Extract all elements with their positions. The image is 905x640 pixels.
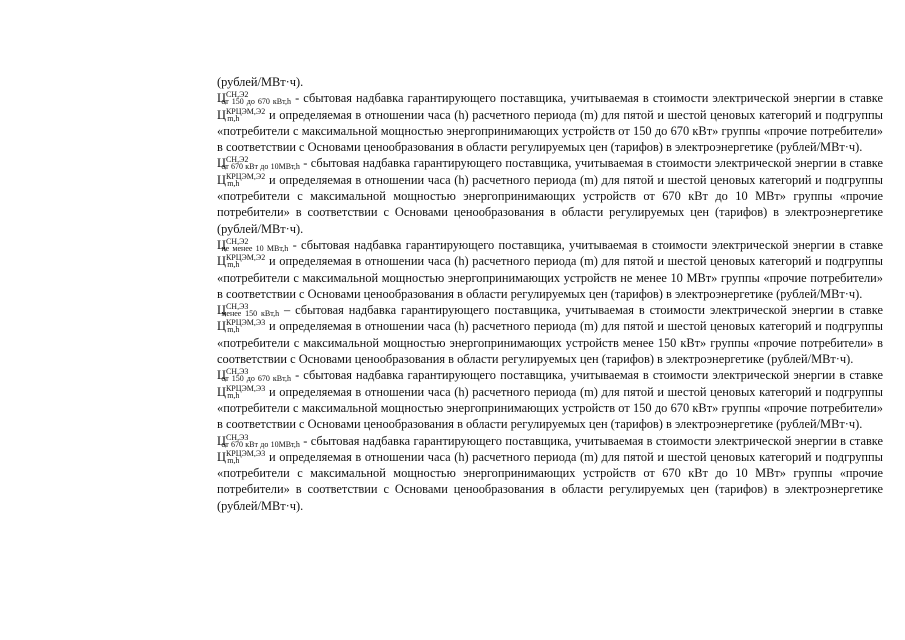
definition-text-a: - сбытовая надбавка гарантирующего поставщика, учитываемая в стоимости электрической энергии в ставке [299, 433, 883, 448]
definition-text-a: - сбытовая надбавка гарантирующего поставщика, учитываемая в стоимости электрической энергии в ставке [299, 156, 883, 171]
definition-paragraph [217, 433, 883, 514]
definition-text-b: и определяемая в отношении часа (h) расчетного периода (m) для пятой и шестой ценовых категорий и подгруппы «потребители с максимальной мощностью энергопринимающих устройств от 670 кВт до 10 МВт» группы «прочие потребители» в соответствии с Основами ценообразования в области регулируемых цен (тарифов) в электроэнергетике (рублей/МВт·ч). [217, 449, 883, 513]
definition-text-b: и определяемая в отношении часа (h) расчетного периода (m) для пятой и шестой ценовых категорий и подгруппы «потребители с максимальной мощностью энергопринимающих устройств от 670 кВт до 10 МВт» группы «прочие потребители» в соответствии с Основами ценообразования в области регулируемых цен (тарифов) в электроэнергетике (рублей/МВт·ч). [217, 172, 883, 236]
rate-symbol: $Ц^{КРЦЭМ,Э3}m,h$ [217, 318, 266, 335]
definition-text-b: и определяемая в отношении часа (h) расчетного периода (m) для пятой и шестой ценовых категорий и подгруппы «потребители с максимальной мощностью энергопринимающих устройств от 150 до 670 кВт» группы «прочие потребители» в соответствии с Основами ценообразования в области регулируемых цен (тарифов) в электроэнергетике (рублей/МВт·ч). [217, 107, 883, 155]
term-symbol: $Ц^{СН,Э3}менее$ 150 кВт,h [217, 302, 280, 319]
rate-symbol: $Ц^{КРЦЭМ,Э2}m,h$ [217, 171, 266, 188]
definition-paragraph [217, 155, 883, 236]
definition-text-b: и определяемая в отношении часа (h) расчетного периода (m) для пятой и шестой ценовых категорий и подгруппы «потребители с максимальной мощностью энергопринимающих устройств менее 150 кВт» группы «прочие потребители» в соответствии с Основами ценообразования в области регулируемых цен (тарифов) в электроэнергетике (рублей/МВт·ч). [217, 319, 883, 367]
rate-symbol: $Ц^{КРЦЭМ,Э3}m,h$ [217, 383, 266, 400]
term-symbol: $Ц^{СН,Э3}от$ 150 до 670 кВт,h [217, 367, 291, 384]
term-symbol: $Ц^{СН,Э2}не$ менее 10 МВт,h [217, 236, 289, 253]
rate-symbol: $Ц^{КРЦЭМ,Э3}m,h$ [217, 448, 266, 465]
definition-paragraph [217, 237, 883, 302]
term-symbol: $Ц^{СН,Э2}от$ 670 кВт до 10МВт,h [217, 155, 300, 172]
definition-text-b: и определяемая в отношении часа (h) расчетного периода (m) для пятой и шестой ценовых категорий и подгруппы «потребители с максимальной мощностью энергопринимающих устройств не менее 10 МВт» группы «прочие потребители» в соответствии с Основами ценообразования в области регулируемых цен (тарифов) в электроэнергетике (рублей/МВт·ч). [217, 254, 883, 301]
definition-paragraph [217, 90, 883, 155]
term-symbol: $Ц^{СН,Э3}от$ 670 кВт до 10МВт,h [217, 432, 300, 449]
definition-text-a: – сбытовая надбавка гарантирующего поставщика, учитываемая в стоимости электрической энергии в ставке [279, 303, 883, 318]
rate-symbol: $Ц^{КРЦЭМ,Э2}m,h$ [217, 253, 266, 270]
document-page [217, 74, 883, 514]
definition-text-a: - сбытовая надбавка гарантирующего поставщика, учитываемая в стоимости электрической энергии в ставке [288, 237, 884, 252]
definition-paragraph [217, 302, 883, 367]
definition-text-b: и определяемая в отношении часа (h) расчетного периода (m) для пятой и шестой ценовых категорий и подгруппы «потребители с максимальной мощностью энергопринимающих устройств от 150 до 670 кВт» группы «прочие потребители» в соответствии с Основами ценообразования в области регулируемых цен (тарифов) в электроэнергетике (рублей/МВт·ч). [217, 384, 883, 432]
rate-symbol: $Ц^{КРЦЭМ,Э2}m,h$ [217, 106, 266, 123]
definition-text-a: - сбытовая надбавка гарантирующего поставщика, учитываемая в стоимости электрической энергии в ставке [290, 368, 883, 383]
definition-text-a: - сбытовая надбавка гарантирующего поставщика, учитываемая в стоимости электрической энергии в ставке [290, 91, 883, 106]
continuation-line: (рублей/МВт·ч). [217, 75, 304, 89]
term-symbol: $Ц^{СН,Э2}от$ 150 до 670 кВт,h [217, 90, 291, 107]
definition-paragraph [217, 367, 883, 432]
